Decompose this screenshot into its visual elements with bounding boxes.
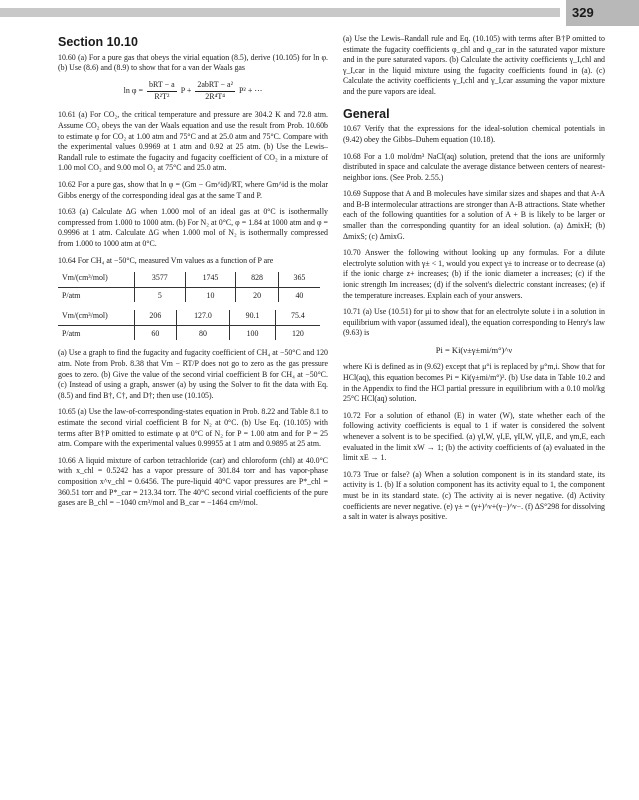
problem-10-69: 10.69 Suppose that A and B molecules have similar sizes and shapes and that A-A and B-B intermolecular attractions are stronger than A-B attractions. State whether each of the following quantities for a solution of A + B is likely to be larger or smaller than the corresponding quantity for an ideal solution. (a) ΔmixH; (b) ΔmixS; (c) ΔmixG. xyxy=(343,189,605,241)
problem-10-64-parts: (a) Use a graph to find the fugacity and fugacity coefficient of CH₄ at −50°C and 120 atm. Note from Prob. 8.38 that Vm − RT/P does not go to zero as the gas pressure goes to zero. (b) Give the value of the second virial coefficient B for CH₄ at −50°C. (c) Instead of using a graph, answer (a) by using the Solver to fit the data with Eq. (8.5) and find B†, C†, and D†; then use (10.105). xyxy=(58,348,328,400)
left-column xyxy=(58,34,328,515)
header-bar xyxy=(0,8,560,17)
general-heading: General xyxy=(343,106,390,121)
problem-10-61: 10.61 (a) For CO₂, the critical temperature and pressure are 304.2 K and 72.8 atm. Assume CO₂ obeys the van der Waals equation and use the result from Prob. 10.60b to estimate φ for CO₂ at 1.00 atm and 75°C and at 25.0 atm and 75°C. Compare with the experimental values 0.9969 at 1 atm and 0.92 at 25 atm. (b) Use the Lewis–Randall rule to estimate the fugacity and fugacity coefficient of CO₂ in a mixture of 1.00 mol CO₂ and 9.00 mol O₂ at 75°C and 25.0 atm. xyxy=(58,110,328,173)
problem-10-60: 10.60 (a) For a pure gas that obeys the virial equation (8.5), derive (10.105) for ln φ. (b) Use (8.6) and (8.9) to show that for a van der Waals gas xyxy=(58,52,328,73)
problem-10-70: 10.70 Answer the following without looking up any formulas. For a dilute electrolyte solution with γ± < 1, would you expect γ± to increase or to decrease (a) if the ionic charge z+ increases; (b) if the ionic diameter a increases; (c) if the ionic strength Im increases; (d) if the solvent's dielectric constant increases; (e) if the temperature increases. Explain each of your answers. xyxy=(343,248,605,300)
section-title: Section 10.10 xyxy=(58,35,138,49)
problem-10-63: 10.63 (a) Calculate ΔG when 1.000 mol of an ideal gas at 0°C is isothermally compressed from 1.000 to 1000 atm. (b) For N₂ at 0°C, φ = 1.84 at 1000 atm and φ = 0.9996 at 1 atm. Calculate ΔG when 1.000 mol of N₂ is isothermally compressed from 1.000 to 1000 atm at 0°C. xyxy=(58,207,328,248)
data-table-1: Vm/(cm³/mol) 3577 1745 828 365 P/atm 5 10 20 40 xyxy=(58,272,320,302)
equation-10-71: Pi = Ki(ν±γ±mi/m°)^ν xyxy=(435,345,513,355)
problem-10-73: 10.73 True or false? (a) When a solution component is in its standard state, its activity is 1. (b) If a solution component has its activity equal to 1, the component must be in its standard state. (c) The activity ai is never negative. (d) Activity coefficients are never negative. (e) γ± = (γ+)^ν+(γ−)^ν−. (f) ΔS°298 for dissolving a salt in water is always positive. xyxy=(343,469,605,522)
equation-10-60: ln φ = $\frac{\text{bRT − a}}{\text{R²T²}}$ P + $\frac{\text{2abRT − a²}}{\text{2R⁴T⁴}}$ P² + ⋯ xyxy=(123,79,263,101)
problem-10-71-cont: where Ki is defined as in (9.62) except that μ°i is replaced by μ°m,i. Show that for HCl(aq), this equation becomes Pi = Ki(γ±mi/m°)². (b) Use data in Table 10.2 and in the Appendix to find the HCl partial pressure in equilibrium with a 0.10 mol/kg 25°C HCl(aq) solution. xyxy=(343,362,605,404)
page-header xyxy=(0,0,639,26)
problem-10-72: 10.72 For a solution of ethanol (E) in water (W), state whether each of the following activity coefficients is equal to 1 if water is considered the solvent whenever a solvent is to be specified. (a) γI,W, γI,E, γII,W, γII,E, and γm,E, each evaluated in the limit xW → 1; (b) the activity coefficients of (a) evaluated in the limit xE → 1. xyxy=(343,410,605,463)
problem-10-66: 10.66 A liquid mixture of carbon tetrachloride (car) and chloroform (chl) at 40.0°C with x_chl = 0.5242 has a vapor pressure of 301.84 torr and has vapor-phase composition x^v_chl = 0.6456. The pure-liquid 40°C vapor pressures are P*_chl = 360.51 torr and P*_car = 213.34 torr. The 40°C second virial coefficients of the pure gases are B_chl = −1040 cm³/mol and B_car = −1464 cm³/mol. xyxy=(58,455,328,508)
problem-10-66-cont: (a) Use the Lewis–Randall rule and Eq. (10.105) with terms after B†P omitted to estimate the fugacity coefficients φ_chl and φ_car in the saturated vapor mixture and in the pure saturated vapors. (b) Calculate the activity coefficients γ_I,chl and γ_I,car in the liquid mixture using the fugacity coefficients found in (a). (c) Calculate the activity coefficients γ_I,chl and γ_I,car assuming the vapor mixture and the pure vapors are ideal. xyxy=(343,34,605,96)
problem-10-68: 10.68 For a 1.0 mol/dm³ NaCl(aq) solution, pretend that the ions are uniformly distributed in space and calculate the average distance between centers of nearest-neighbor ions. (See Prob. 2.55.) xyxy=(343,151,605,182)
problem-10-65: 10.65 (a) Use the law-of-corresponding-states equation in Prob. 8.22 and Table 8.1 to estimate the second virial coefficient B for N₂ at 0°C. (b) Use Eq. (10.105) with terms after B†P omitted to estimate φ at 0°C of N₂ for P = 1.00 atm and for P = 25 atm. Compare with the experimental values 0.99955 at 1 atm and 0.9895 at 25 atm. xyxy=(58,407,328,449)
problem-10-67: 10.67 Verify that the expressions for the ideal-solution chemical potentials in (9.42) obey the Gibbs–Duhem equation (10.18). xyxy=(343,124,605,144)
problem-10-62: 10.62 For a pure gas, show that ln φ = (Gm − Gm^id)/RT, where Gm^id is the molar Gibbs energy of the corresponding ideal gas at the same T and P. xyxy=(58,179,328,200)
problem-10-71: 10.71 (a) Use (10.51) for μi to show that for an electrolyte solute i in a solution in equilibrium with vapor (assumed ideal), the equation corresponding to Henry's law (9.63) is xyxy=(343,307,605,338)
page-number: 329 xyxy=(566,0,639,26)
problem-10-64: 10.64 For CH₄ at −50°C, measured Vm values as a function of P are xyxy=(58,255,274,265)
right-column xyxy=(343,34,605,529)
data-table-2: Vm/(cm³/mol) 206 127.0 90.1 75.4 P/atm 60 80 100 120 xyxy=(58,310,320,340)
